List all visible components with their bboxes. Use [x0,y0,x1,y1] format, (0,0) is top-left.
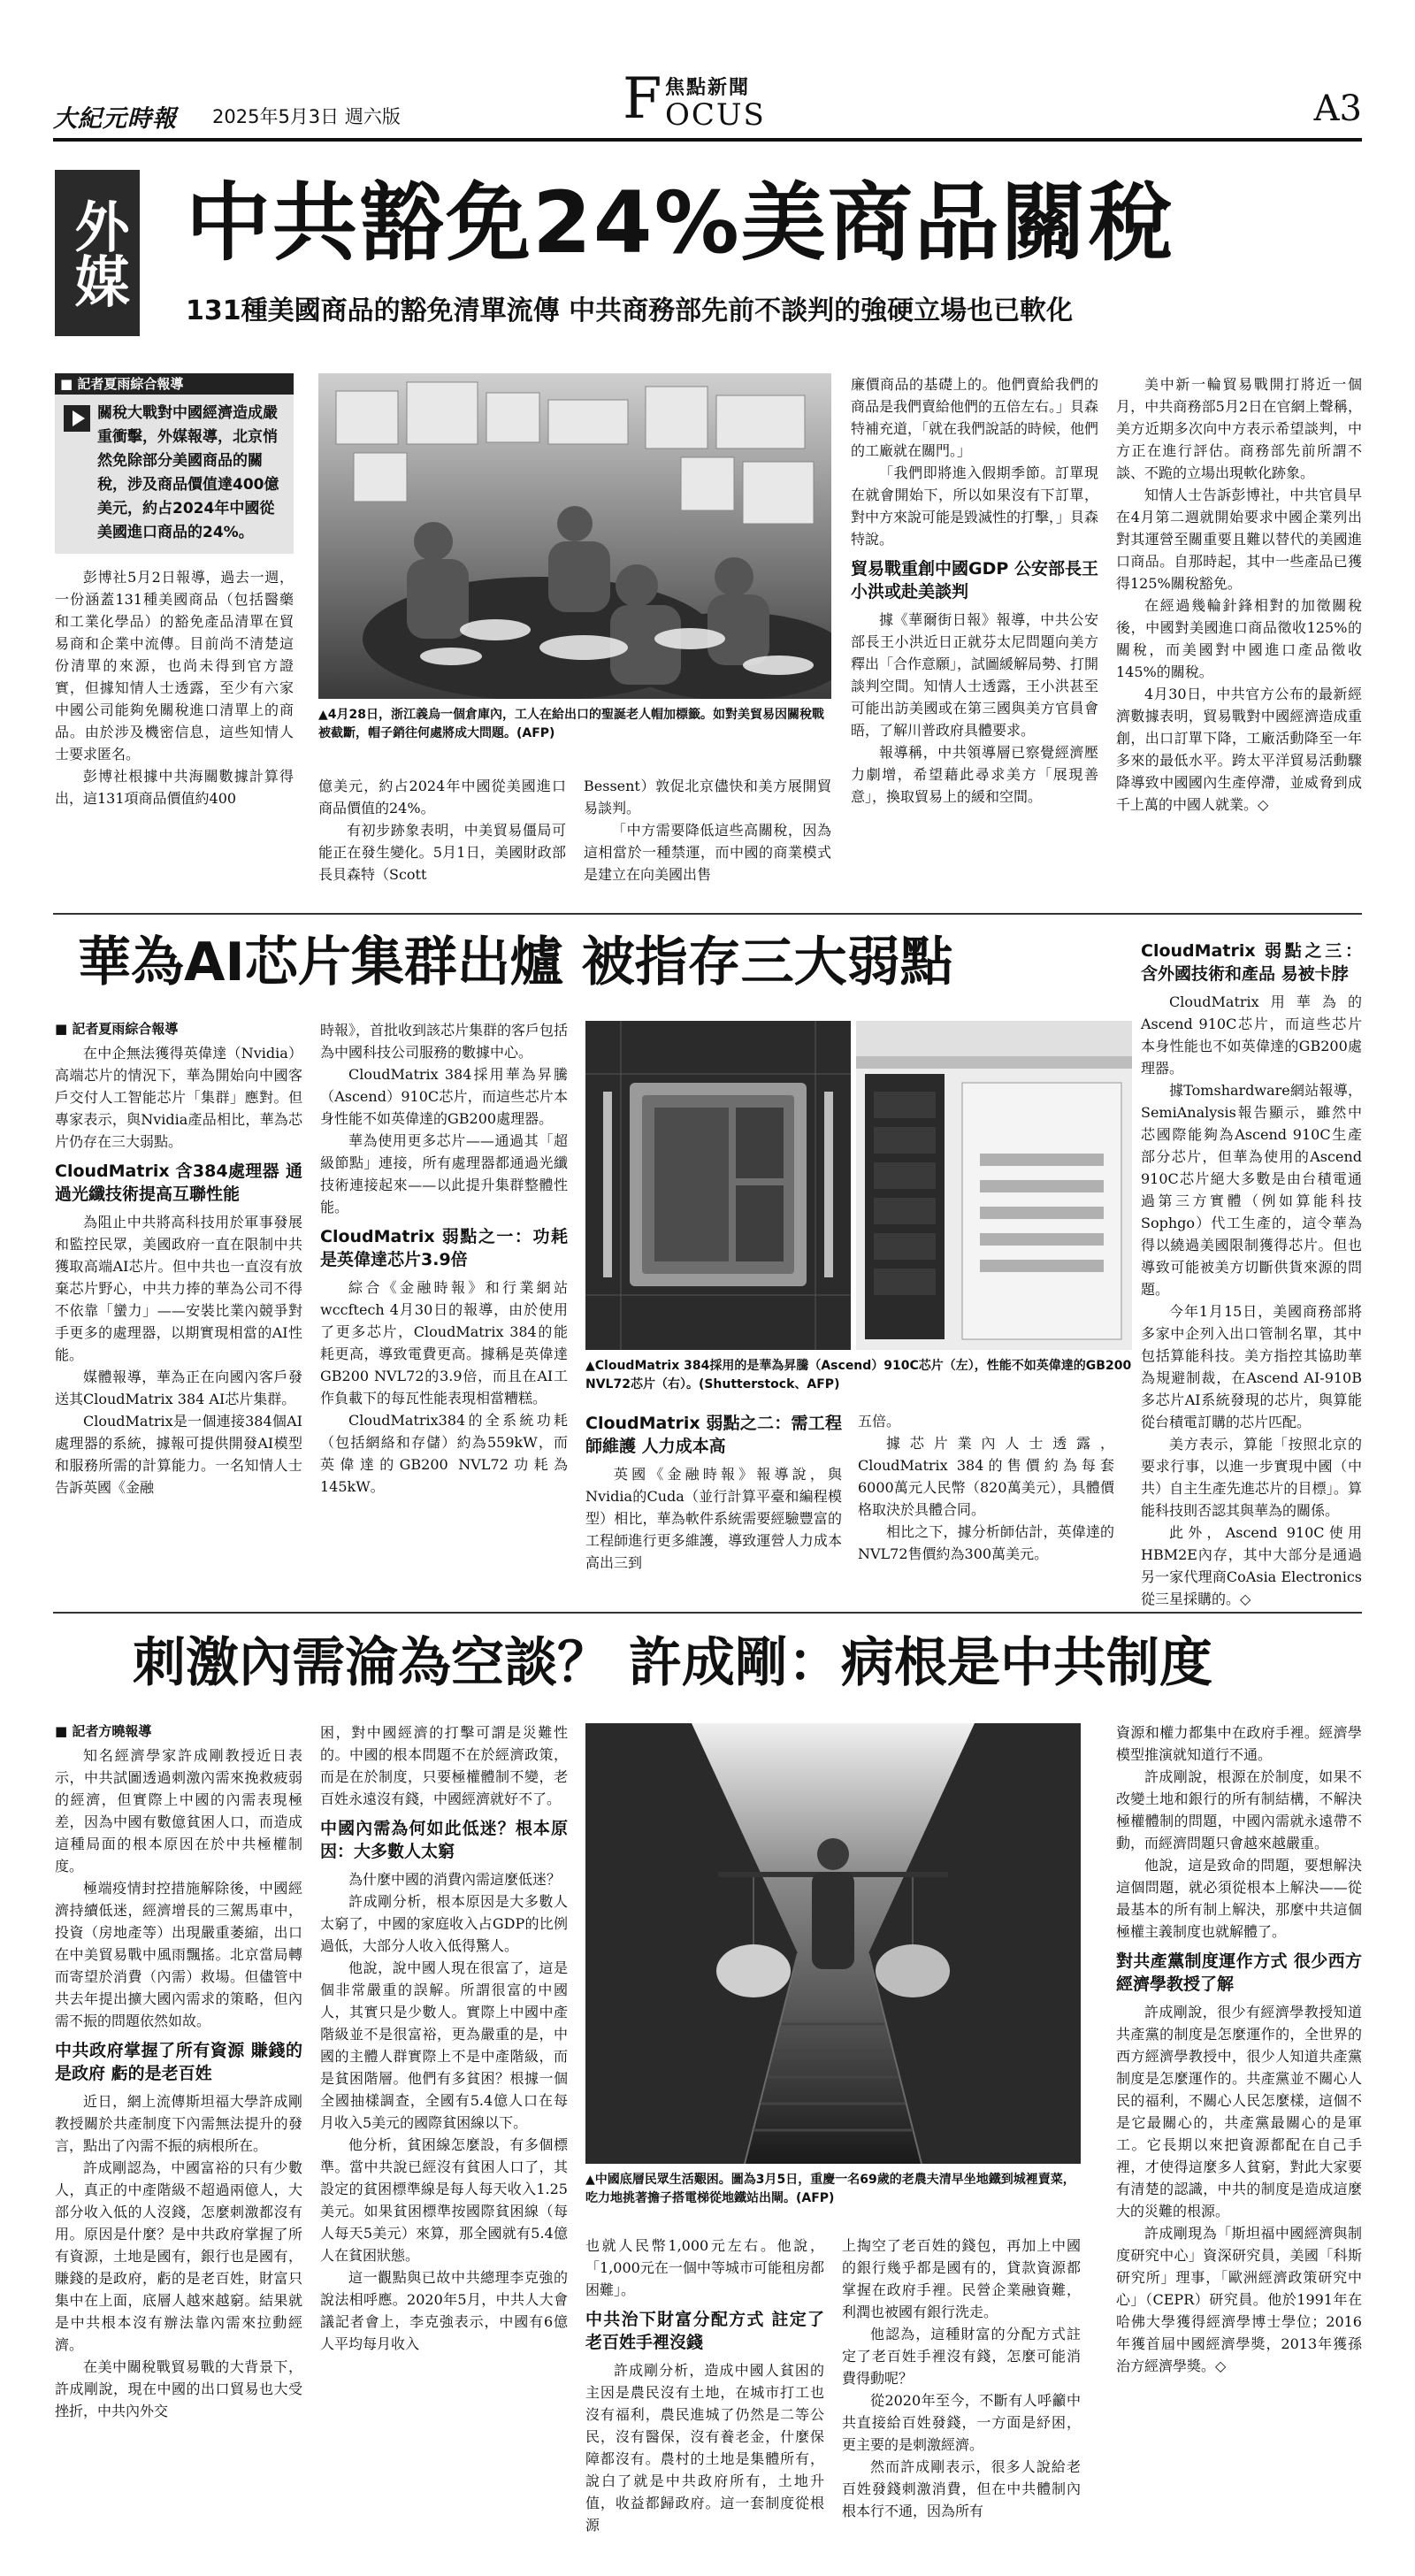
warehouse-photo [318,373,831,699]
section-en: OCUS [665,97,766,133]
server-image [856,1021,1132,1350]
column-5: 美中新一輪貿易戰開打將近一個月，中共商務部5月2日在官網上聲稱，美方近期多次向中方表示希望談判，中方正在進行評估。商務部先前所謂不談、不跪的立場出現軟化跡象。 知情人士告訴彭博社，中共官員早在4月第二週就開始要求中國企業列出對其運營至關重要且難以替代的美國進口商品。自那時起，其中一些產品已獲得125%關稅豁免。 在經過幾輪針鋒相對的加徵關稅後，中國對美國進口商品徵收125%的關稅，而美國對中國進口產品徵收145%的關稅。 4月30日，中共官方公布的最新經濟數據表明，貿易戰對中國經濟造成重創，出口訂單下降，工廠活動降至一年多來的最低水平。跨太平洋貿易活動驟降導致中國國內生產停滯，並威脅到成千上萬的中國人就業。◇ [1116,376,1362,813]
subhead-weakness-3: CloudMatrix 弱點之三：含外國技術和產品 易被卡脖 [1141,941,1362,984]
column-3: CloudMatrix 弱點之二：需工程師維護 人力成本高 英國《金融時報》報導說，與Nvidia的Cuda（並行計算平臺和編程模型）相比，華為軟件系統需要經驗豐富的工程師進行更多維護，導致運營人力成本高出三到 [585,1414,842,1571]
subhead-cloudmatrix: CloudMatrix 含384處理器 通過光纖技術提高互聯性能 [55,1162,302,1204]
escalator-image [585,1723,1081,2164]
subhead-gdp: 貿易戰重創中國GDP 公安部長王小洪或赴美談判 [851,559,1098,602]
page-number: A3 [1313,88,1362,129]
article-tag: 外媒 [65,198,130,308]
subhead-resources: 中共政府掌握了所有資源 賺錢的是政府 虧的是老百姓 [55,2041,302,2083]
column-4: 廉價商品的基礎上的。他們賣給我們的商品是我們賣給他們的五倍左右。」貝森特補充道，「就在我們說話的時候，他們的工廠就在關門。」 「我們即將進入假期季節。訂單現在就會開始下，所以如果沒有下訂單，對中方來說可能是毀滅性的打擊，」貝森特說。 貿易戰重創中國GDP 公安部長王小洪或赴美談判 據《華爾街日報》報導，中共公安部長王小洪近日正就芬太尼問題向美方釋出「合作意願」，試圖緩解局勢、打開談判空間。知情人士透露，王小洪甚至可能出訪美國或在第三國與美方官員會晤，了解川普政府具體要求。 報導稱，中共領導層已察覺經濟壓力劇增，希望藉此尋求美方「展現善意」，換取貿易上的緩和空間。 [851,376,1099,805]
subhead-poverty: 中國內需為何如此低迷？根本原因：大多數人太窮 [320,1819,568,1861]
headline: 中共豁免24%美商品關稅 [186,173,1174,272]
issue-date: 2025年5月3日 週六版 [212,106,401,127]
paper-name: 大紀元時報 [53,105,177,133]
lead-box [55,373,294,554]
photo-caption: ▲CloudMatrix 384採用的是華為昇騰（Ascend）910C芯片（左），性能不如英偉達的GB200 NVL72芯片（右）。(Shutterstock、AFP) [585,1359,1132,1392]
byline: ■ 記者夏雨綜合報導 [55,373,294,395]
column-3: Bessent）敦促北京儘快和美方展開貿易談判。 「中方需要降低這些高關稅，因為這相當於一種禁運，而中國的商業模式是建立在向美國出售 [584,778,831,883]
column-5: CloudMatrix 弱點之三：含外國技術和產品 易被卡脖 CloudMatrix用華為的Ascend 910C芯片，而這些芯片本身性能也不如英偉達的GB200處理器。 據Tomshardware網站報導，SemiAnalysis報告顯示，雖然中芯國際能夠為Ascend 910C生產部分芯片，但華為使用的Ascend 910C芯片絕大多數是由台積電通過第三方實體（例如算能科技Sophgo）代工生產的，這令華為得以繞過美國限制獲得芯片。但也導致可能被美方切斷供貨來源的問題。 今年1月15日，美國商務部將多家中企列入出口管制名單，其中包括算能科技。美方指控其協助華為規避制裁，在Ascend AI-910B多芯片AI系統發現的芯片，與算能從台積電訂購的芯片匹配。 美方表示，算能「按照北京的要求行事，以進一步實現中國（中共）自主生產先進芯片的目標」。算能科技則否認其與華為的關係。 此外，Ascend 910C使用HBM2E內存，其中大部分是通過另一家代理商CoAsia Electronics從三星採購的。◇ [1141,941,1362,1607]
column-4: 五倍。 據芯片業內人士透露，CloudMatrix 384的售價約為每套6000萬元人民幣（820萬美元），具體價格取決於具體合同。 相比之下，據分析師估計，英偉達的NVL72售價約為300萬美元。 [858,1413,1114,1562]
subhead-wealth-distribution: 中共治下財富分配方式 註定了老百姓手裡沒錢 [585,2310,824,2352]
column-5: 資源和權力都集中在政府手裡。經濟學模型推演就知道行不通。 許成剛說，根源在於制度，如果不改變土地和銀行的所有制結構，不解決極權體制的問題，中國內需就永遠帶不動，而經濟問題只會越來越嚴重。 他說，這是致命的問題，要想解決這個問題，就必須從根本上解決——從最基本的所有制上解決，那麼中共這個極權主義制度也就解體了。 對共產黨制度運作方式 很少西方經濟學教授了解 許成剛說，很少有經濟學教授知道共產黨的制度是怎麼運作的，全世界的西方經濟學教授中，很少人知道共產黨制度是怎麼運作的。共產黨並不關心人民的福利，不關心人民怎麼樣，這個不是它最關心的，共產黨最關心的是軍工。它長期以來把資源都配在自己手裡，才使得這麼多人貧窮，對此大家要有清楚的認識，中共的制度是造成這麼大的災難的根源。 許成剛現為「斯坦福中國經濟與制度研究中心」資深研究員，美國「科斯研究所」理事，「歐洲經濟政策研究中心」（CEPR）研究員。他於1991年在哈佛大學獲得經濟學博士學位；2016年獲首屆中國經濟學獎，2013年獲孫治方經濟學獎。◇ [1116,1724,1362,2374]
article-tag-box [55,170,140,336]
subhead-western-economists: 對共產黨制度運作方式 很少西方經濟學教授了解 [1116,1951,1362,1994]
column-2: 困，對中國經濟的打擊可謂是災難性的。中國的根本問題不在於經濟政策，而是在於制度，只要極權體制不變，老百姓永遠沒有錢，中國經濟就好不了。 中國內需為何如此低迷？根本原因：大多數人太窮 為什麼中國的消費內需這麼低迷？ 許成剛分析，根本原因是大多數人太窮了，中國的家庭收入占GDP的比例過低，大部分人收入低得驚人。 他說，說中國人現在很富了，這是個非常嚴重的誤解。所謂很富的中國人，其實只是少數人。實際上中國中產階級並不是很富裕，更為嚴重的是，中國的主體人群實際上不是中產階級，而是貧困階層。他們有多貧困？根據一個全國抽樣調查，全國有5.4億人口在每月收入5美元的國際貧困線以下。 他分析，貧困線怎麼設，有多個標準。當中共說已經沒有貧困人口了，其設定的貧困標準線是每人每天收入1.25美元。如果貧困標準按國際貧困線（每人每天5美元）來算，那全國就有5.4億人在貧困狀態。 這一觀點與已故中共總理李克強的說法相呼應。2020年5月，中共人大會議記者會上，李克強表示，中國有6億人平均每月收入 [320,1724,568,2352]
article-tariff [0,150,1415,911]
column-1: ■ 記者夏雨綜合報導 在中企無法獲得英偉達（Nvidia）高端芯片的情況下，華為開始向中國客戶交付人工智能芯片「集群」應對。但專家表示，與Nvidia產品相比，華為芯片仍存在三大弱點。 CloudMatrix 含384處理器 通過光纖技術提高互聯性能 為阻止中共將高科技用於軍事發展和監控民眾，美國政府一直在限制中共獲取高端AI芯片。但中共也一直沒有放棄芯片野心，中共力捧的華為公司不得不依靠「蠻力」——安裝比業內競爭對手更多的處理器，以期實現相當的AI性能。 媒體報導，華為正在向國內客戶發送其CloudMatrix 384 AI芯片集群。 CloudMatrix是一個連接384個AI處理器的系統，據報可提供開發AI模型和服務所需的計算能力。一名知情人士告訴英國《金融 [55,1019,302,1499]
column-1: ■ 記者方曉報導 知名經濟學家許成剛教授近日表示，中共試圖透過刺激內需來挽救疲弱的經濟，但實際上中國的內需表現極差，因為中國有數億貧困人口，而造成這種局面的根本原因在於中共極權制度。 極端疫情封控措施解除後，中國經濟持續低迷，經濟增長的三駕馬車中，投資（房地產等）出現嚴重萎縮，出口在中美貿易戰中風雨飄搖。北京當局轉而寄望於消費（內需）救場。但儘管中共去年提出擴大國內需求的策略，但內需不振的問題依然如故。 中共政府掌握了所有資源 賺錢的是政府 虧的是老百姓 近日，網上流傳斯坦福大學許成剛教授關於共產制度下內需無法提升的發言，點出了內需不振的病根所在。 許成剛認為，中國富裕的只有少數人，真正的中產階級不超過兩億人，大部分收入低的人沒錢，怎麼刺激都沒有用。原因是什麼？是中共政府掌握了所有資源，土地是國有，銀行也是國有，賺錢的是政府，虧的是老百姓，財富只集中在上面，底層人越來越窮。結果就是中共根本沒有辦法靠內需來拉動經濟。 在美中關稅戰貿易戰的大背景下，許成剛說，現在中國的出口貿易也大受挫折，中共內外交 [55,1721,302,2422]
column-3: 也就人民幣1,000元左右。他說，「1,000元在一個中等城市可能租房都困難」。 中共治下財富分配方式 註定了老百姓手裡沒錢 許成剛分析，造成中國人貧困的主因是農民沒有土地，在城市打工也沒有福利，農民進城了仍然是二等公民，沒有醫保，沒有養老金，什麼保障都沒有。農村的土地是集體所有，說白了就是中共政府所有，土地升值，收益都歸政府。這一套制度從根源 [585,2237,824,2534]
section-title [623,67,808,138]
section-cn: 焦點新聞 [665,77,751,99]
column-4: 上掏空了老百姓的錢包，再加上中國的銀行幾乎都是國有的，貸款資源都掌握在政府手裡。民營企業融資難，利潤也被國有銀行洗走。 他認為，這種財富的分配方式註定了老百姓手裡沒有錢，怎麼可能消費得動呢？ 從2020年至今，不斷有人呼籲中共直接給百姓發錢，一方面是紓困，更主要的是刺激經濟。 然而許成剛表示，很多人說給老百姓發錢刺激消費，但在中共體制內根本行不通，因為所有 [842,2237,1081,2519]
play-icon [64,405,90,432]
ascend-chip-photo [585,1021,851,1350]
column-1-body: 彭博社5月2日報導，過去一週，一份涵蓋131種美國商品（包括醫藥和工業化學品）的豁免產品清單在貿易商和企業中流傳。目前尚不清楚這份清單的來源，也尚未得到官方證實，但據知情人士透露，至少有六家中國公司能夠免關稅進口清單上的商品。由於涉及機密信息，這些知情人士要求匿名。 彭博社根據中共海關數據計算得出，這131項商品價值約400 [55,569,294,807]
warehouse-image [318,373,831,699]
photo-caption: ▲中國底層民眾生活艱困。圖為3月5日，重慶一名69歲的老農夫清早坐地鐵到城裡賣菜，吃力地挑著擔子搭電梯從地鐵站出閘。(AFP) [585,2173,1075,2205]
headline: 華為AI芯片集群出爐 被指存三大弱點 [78,932,953,993]
lead-text: 關稅大戰對中國經濟造成嚴重衝擊，外媒報導，北京悄然免除部分美國商品的關稅，涉及商品價值達400億美元，約占2024年中國從美國進口商品的24%。 [64,402,285,545]
subhead-weakness-2: CloudMatrix 弱點之二：需工程師維護 人力成本高 [585,1414,842,1456]
masthead-rule [53,138,1362,142]
subhead-weakness-1: CloudMatrix 弱點之一：功耗是英偉達芯片3.9倍 [320,1227,568,1269]
article-huawei [0,915,1415,1631]
column-1 [55,373,294,809]
escalator-photo [585,1723,1081,2164]
section-initial: F [623,66,662,132]
subheadline: 131種美國商品的豁免清單流傳 中共商務部先前不談判的強硬立場也已軟化 [186,295,1074,326]
headline: 刺激內需淪為空談？ 許成剛：病根是中共制度 [133,1632,1212,1694]
column-2: 億美元，約占2024年中國從美國進口商品價值的24%。 有初步跡象表明，中美貿易僵局可能正在發生變化。5月1日，美國財政部長貝森特（Scott [318,778,566,883]
masthead [0,0,1415,150]
nvidia-server-photo [856,1021,1132,1350]
column-2: 時報》，首批收到該芯片集群的客戶包括為中國科技公司服務的數據中心。 CloudMatrix 384採用華為昇騰（Ascend）910C芯片，而這些芯片本身性能不如英偉達的GB200處理器。 華為使用更多芯片——通過其「超級節點」連接，所有處理器都通過光纖技術連接起來——以此提升集群整體性能。 CloudMatrix 弱點之一：功耗是英偉達芯片3.9倍 綜合《金融時報》和行業網站wccftech 4月30日的報導，由於使用了更多芯片，CloudMatrix 384的能耗更高，導致電費更高。據稱是英偉達GB200 NVL72的3.9倍，而且在AI工作負載下的每瓦性能表現相當糟糕。 CloudMatrix384的全系統功耗（包括網絡和存儲）約為559kW，而英偉達的GB200 NVL72功耗為145kW。 [320,1022,569,1495]
photo-caption: ▲4月28日，浙江義烏一個倉庫內，工人在給出口的聖誕老人帽加標籤。如對美貿易因關稅戰被截斷，帽子銷往何處將成大問題。(AFP) [318,708,824,740]
article-xu-chenggang [0,1614,1415,2576]
chip-image [585,1021,851,1350]
